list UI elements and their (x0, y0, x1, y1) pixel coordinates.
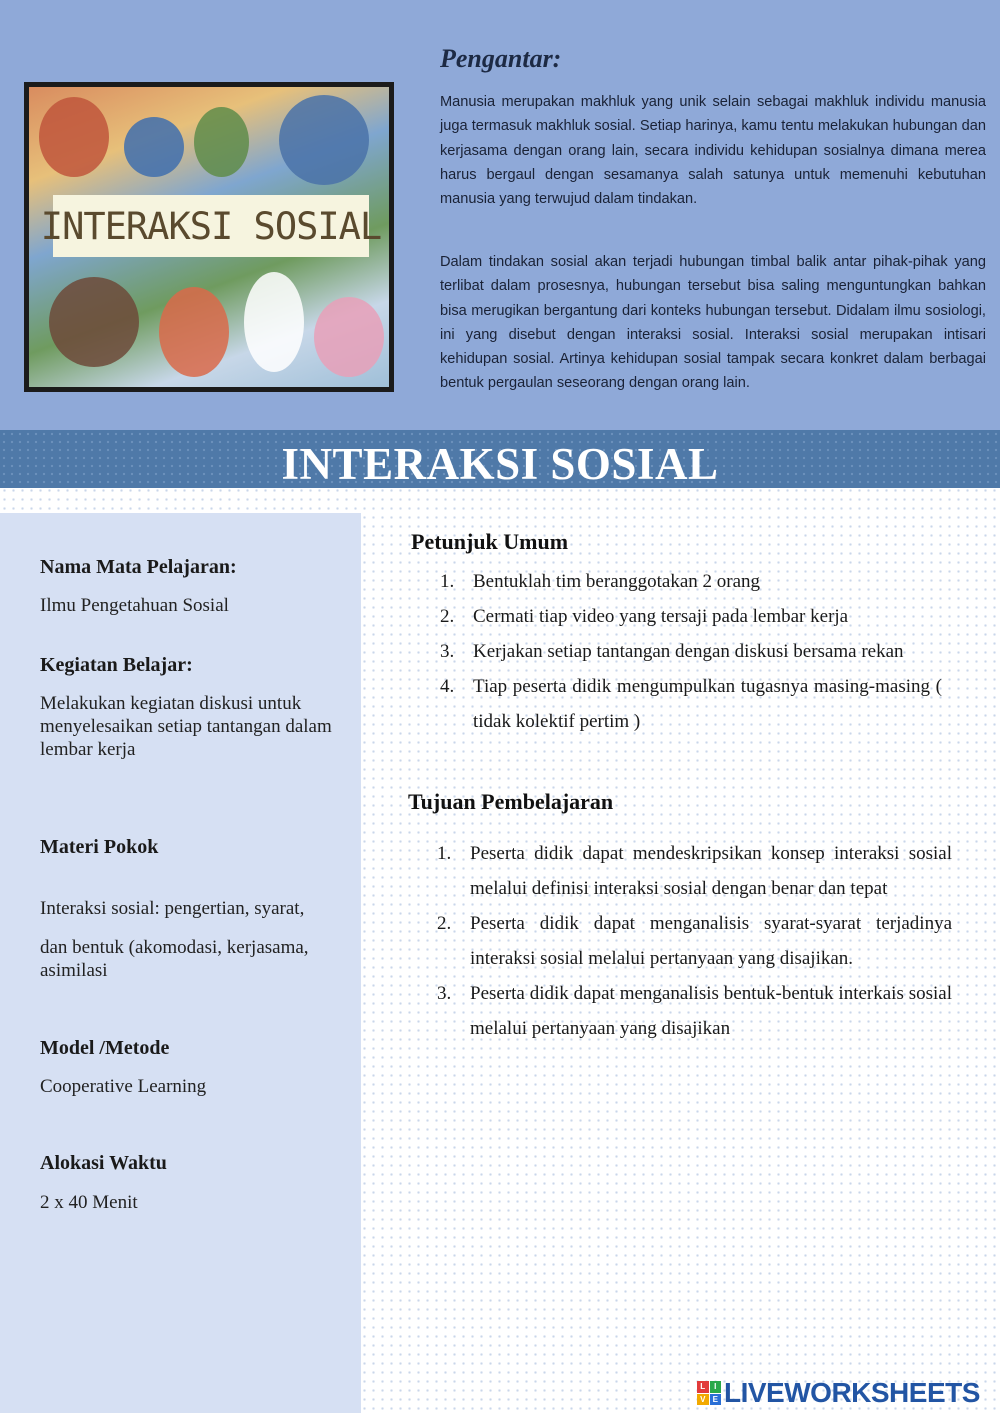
material-value-line1: Interaksi sosial: pengertian, syarat, (40, 898, 305, 919)
instructions-list (440, 564, 942, 739)
liveworksheets-logo-icon (697, 1381, 721, 1405)
logo-letter: L (697, 1381, 709, 1393)
subject-value: Ilmu Pengetahuan Sosial (40, 595, 229, 616)
interaksi-sosial-illustration (24, 82, 394, 392)
liveworksheets-logo[interactable] (697, 1377, 980, 1409)
objective-item: 1. Peserta didik dapat mendeskripsikan konsep interaksi sosial melalui definisi interaksi sosial dengan benar dan tepat (437, 843, 952, 899)
page-title: INTERAKSI SOSIAL (281, 439, 719, 489)
logo-letter: E (710, 1394, 722, 1406)
intro-paragraph-2: Dalam tindakan sosial akan terjadi hubungan timbal balik antar pihak-pihak yang terlibat dalam prosesnya, hubungan tersebut bisa saling menguntungkan bahkan bisa merugikan bergantung dari konteks hubungan tersebut. Didalam ilmu sosiologi, ini yang disebut dengan interaksi sosial. Interaksi sosial merupakan intisari kehidupan sosial. Artinya kehidupan sosial tampak secara konkret dalam berbagai bentuk pergaulan seseorang dengan orang lain. (440, 254, 986, 392)
liveworksheets-wordmark: LIVEWORKSHEETS (724, 1377, 980, 1408)
activity-label: Kegiatan Belajar: (40, 654, 193, 676)
illustration-banner-text: INTERAKSI SOSIAL (53, 195, 369, 257)
objectives-title: Tujuan Pembelajaran (408, 789, 614, 814)
material-label: Materi Pokok (40, 836, 159, 858)
info-sidebar (0, 513, 361, 1413)
subject-label: Nama Mata Pelajaran: (40, 556, 237, 578)
intro-paragraph-1: Manusia merupakan makhluk yang unik selain sebagai makhluk individu manusia juga termasuk makhluk sosial. Setiap harinya, kamu tentu melakukan hubungan dan kerjasama dengan orang lain, secara individu kehidupan sosialnya dimana merea harus bergaul dengan sesamanya salah satunya untuk memenuhi kebutuhan manusia yang terwujud dalam tindakan. (440, 94, 986, 208)
instruction-item: 4. Tiap peserta didik mengumpulkan tugasnya masing-masing ( tidak kolektif pertim ) (440, 676, 942, 732)
model-value: Cooperative Learning (40, 1076, 207, 1097)
instruction-item: 3. Kerjakan setiap tantangan dengan diskusi bersama rekan (440, 641, 904, 662)
objectives-list (437, 836, 952, 1046)
instructions-title: Petunjuk Umum (411, 529, 569, 554)
intro-title: Pengantar: (440, 44, 562, 73)
time-label: Alokasi Waktu (40, 1152, 167, 1174)
instruction-item: 2. Cermati tiap video yang tersaji pada lembar kerja (440, 606, 849, 627)
objective-item: 2. Peserta didik dapat menganalisis syarat-syarat terjadinya interaksi sosial melalui pertanyaan yang disajikan. (437, 913, 952, 969)
instruction-item: 1. Bentuklah tim beranggotakan 2 orang (440, 571, 761, 592)
logo-letter: V (697, 1394, 709, 1406)
material-value-line2: dan bentuk (akomodasi, kerjasama, asimilasi (40, 937, 309, 981)
objective-item: 3. Peserta didik dapat menganalisis bentuk-bentuk interkais sosial melalui pertanyaan yang disajikan (437, 983, 952, 1039)
activity-value: Melakukan kegiatan diskusi untuk menyelesaikan setiap tantangan dalam lembar kerja (40, 693, 332, 760)
time-value: 2 x 40 Menit (40, 1192, 138, 1213)
model-label: Model /Metode (40, 1037, 170, 1059)
logo-letter: I (710, 1381, 722, 1393)
